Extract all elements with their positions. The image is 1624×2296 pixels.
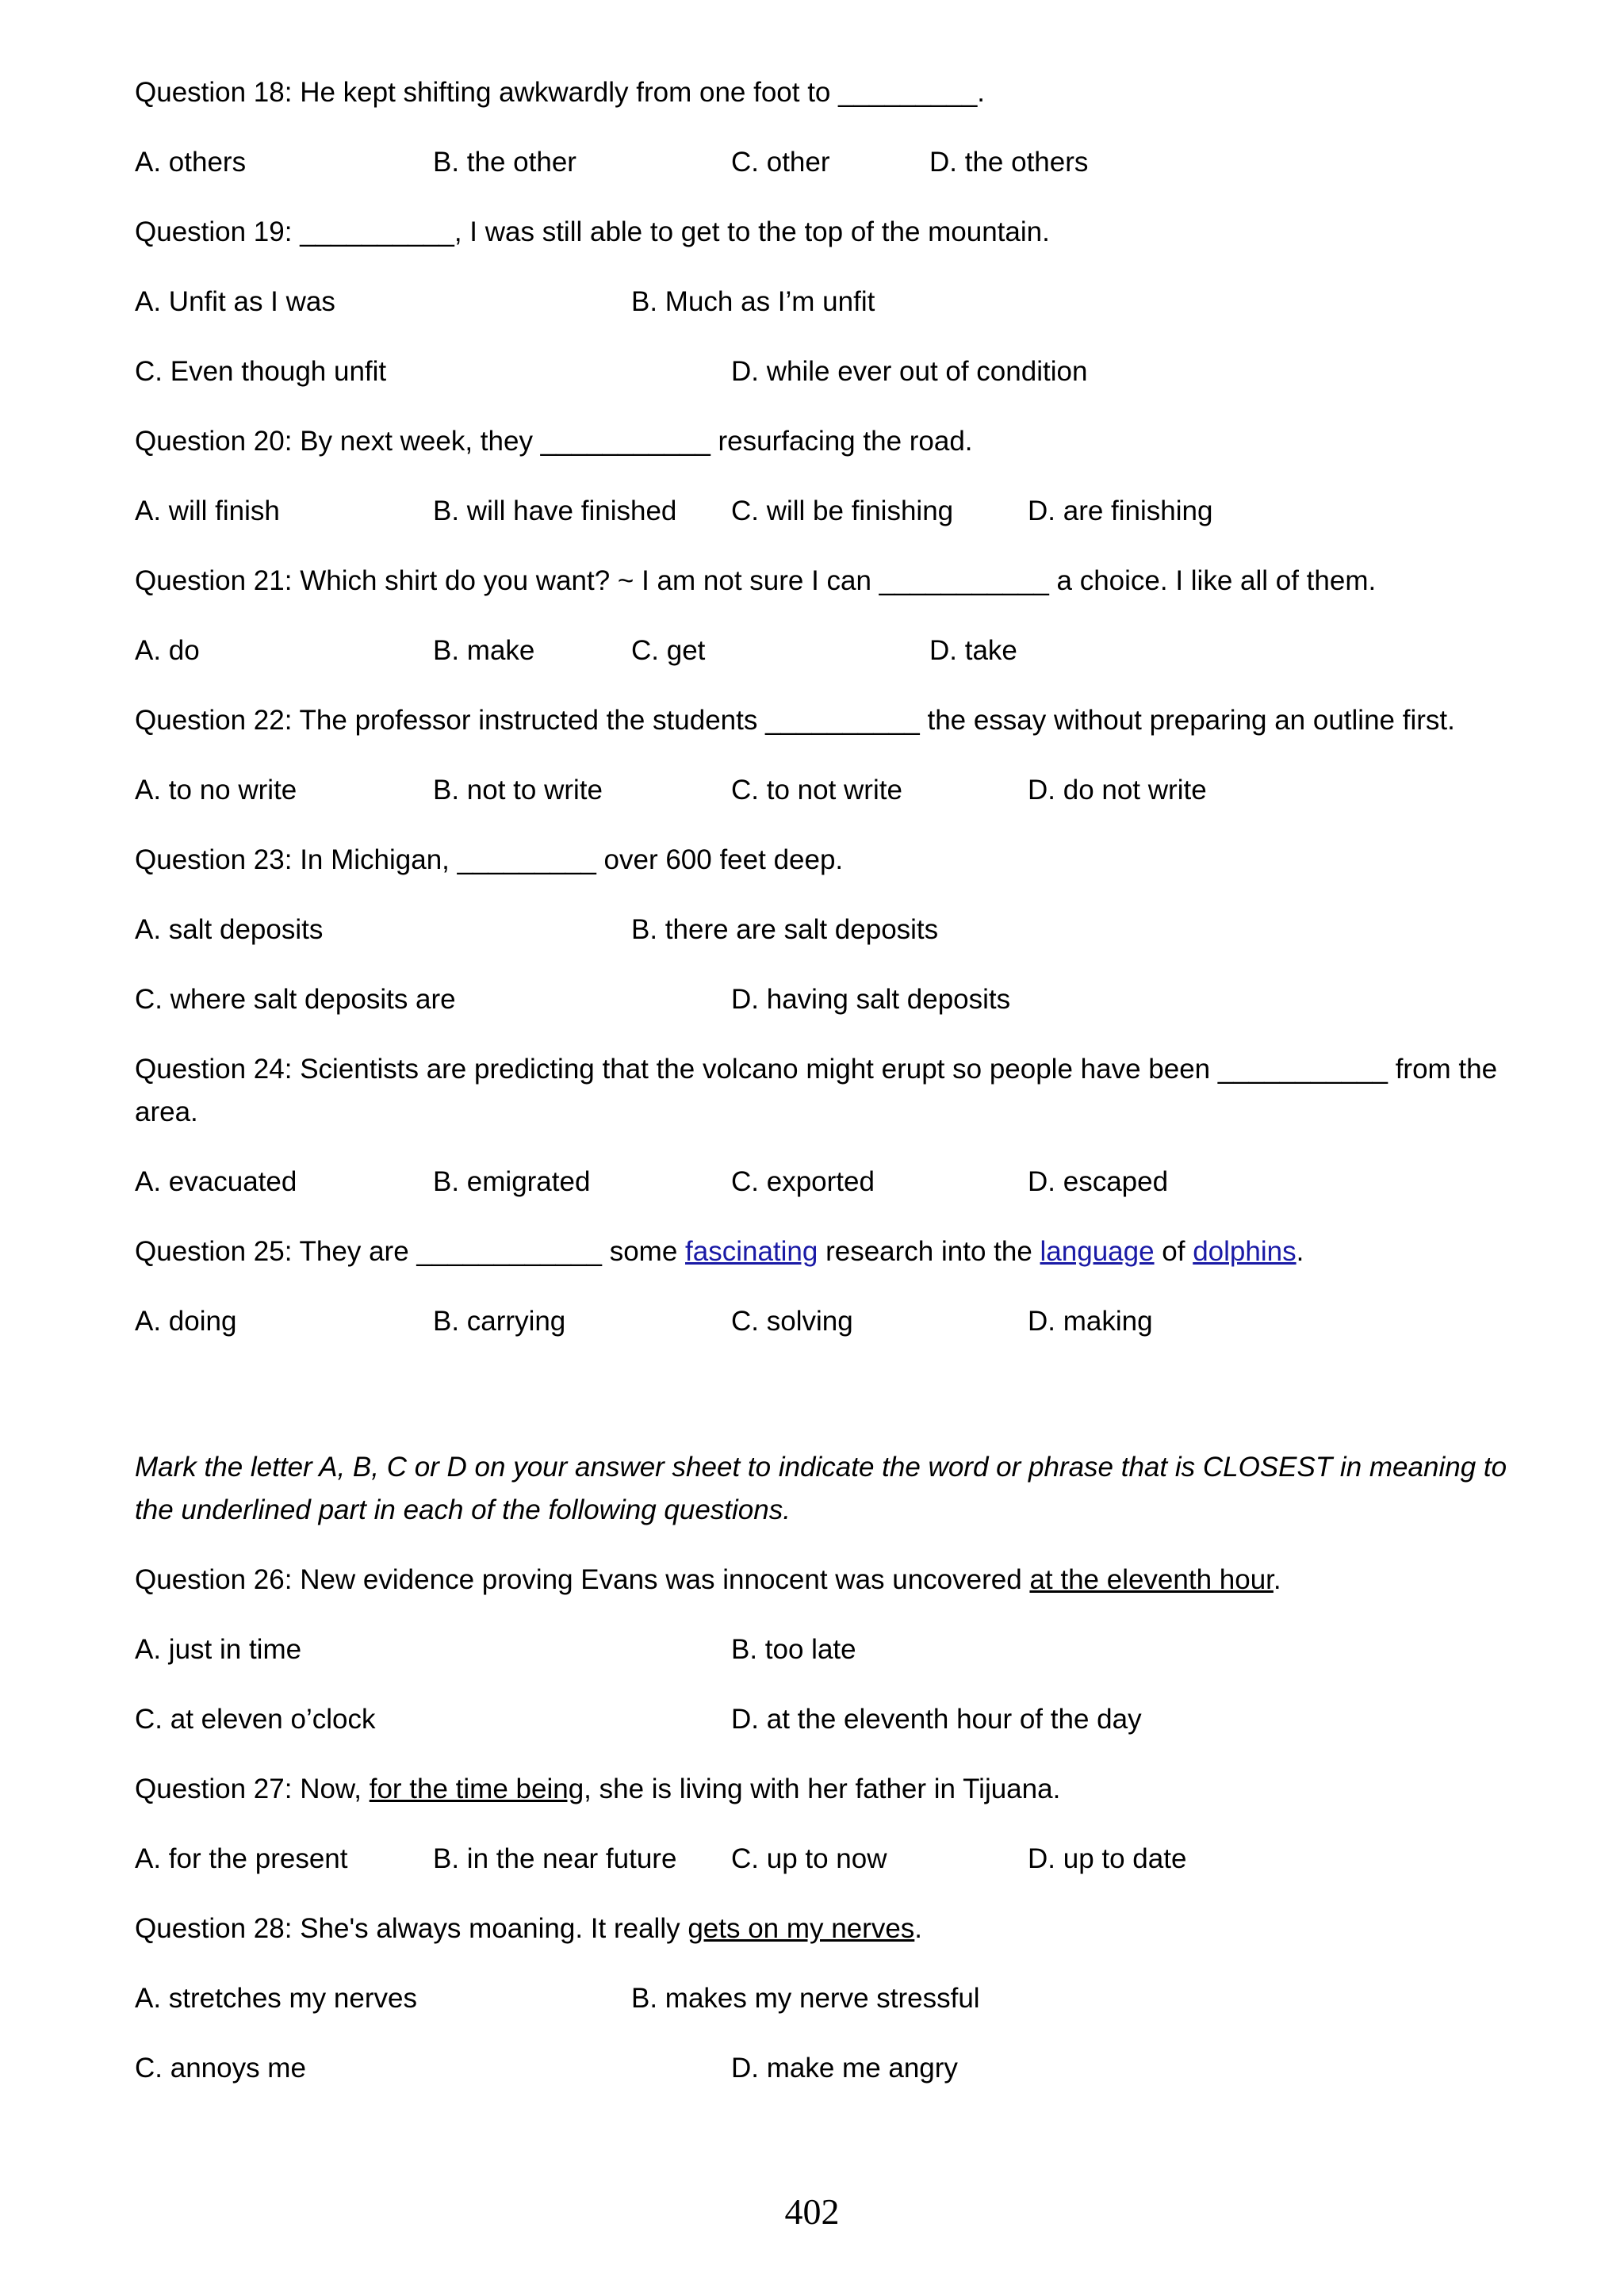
question-20-option-c: C. will be finishing — [731, 496, 954, 526]
question-26-text — [135, 1559, 1281, 1601]
page-number: 402 — [784, 2191, 840, 2232]
question-25-option-b: B. carrying — [433, 1306, 566, 1337]
question-20-option-b: B. will have finished — [433, 496, 677, 526]
question-27-text — [135, 1768, 1060, 1811]
question-28-underlined: gets on my nerves — [688, 1913, 915, 1944]
question-26-option-b: B. too late — [731, 1634, 856, 1665]
question-22-text: Question 22: The professor instructed the students __________ the essay without preparing an outline first. — [135, 705, 1455, 736]
question-27-suffix: , she is living with her father in Tijuana. — [584, 1774, 1061, 1804]
question-27-underlined: for the time being — [369, 1774, 584, 1804]
question-23-option-b: B. there are salt deposits — [631, 914, 939, 945]
question-22-option-d: D. do not write — [1028, 775, 1207, 806]
question-27-option-b: B. in the near future — [433, 1843, 677, 1874]
question-27-option-c: C. up to now — [731, 1843, 887, 1874]
question-24-option-c: C. exported — [731, 1166, 875, 1197]
question-19-option-d: D. while ever out of condition — [731, 356, 1088, 387]
question-26-option-a: A. just in time — [135, 1634, 302, 1665]
question-28-suffix: . — [914, 1913, 923, 1944]
question-23-option-a: A. salt deposits — [135, 914, 324, 945]
question-28-option-b: B. makes my nerve stressful — [631, 1983, 980, 2014]
question-26-option-d: D. at the eleventh hour of the day — [731, 1704, 1142, 1735]
question-18-option-c: C. other — [731, 147, 830, 178]
question-18-option-a: A. others — [135, 147, 247, 178]
question-21-option-d: D. take — [929, 635, 1017, 666]
question-28-option-a: A. stretches my nerves — [135, 1983, 417, 2014]
question-22-option-a: A. to no write — [135, 775, 297, 806]
question-25-option-d: D. making — [1028, 1306, 1153, 1337]
question-25-mid-1: research into the — [818, 1236, 1040, 1267]
question-21-option-a: A. do — [135, 635, 200, 666]
question-23-option-d: D. having salt deposits — [731, 984, 1011, 1015]
question-18-option-d: D. the others — [929, 147, 1089, 178]
question-26-prefix: Question 26: New evidence proving Evans was innocent was uncovered — [135, 1564, 1030, 1595]
question-22-option-b: B. not to write — [433, 775, 603, 806]
question-25-option-a: A. doing — [135, 1306, 237, 1337]
question-25-prefix: Question 25: They are ____________ some — [135, 1236, 686, 1267]
section-instruction: Mark the letter A, B, C or D on your answer sheet to indicate the word or phrase that is CLOSEST in meaning to the underlined part in each of the following questions. — [135, 1452, 1507, 1525]
question-21-option-c: C. get — [631, 635, 706, 666]
link-fascinating[interactable]: fascinating — [685, 1236, 818, 1267]
question-24-option-a: A. evacuated — [135, 1166, 297, 1197]
question-19-option-c: C. Even though unfit — [135, 356, 387, 387]
question-26-suffix: . — [1273, 1564, 1281, 1595]
question-20-option-a: A. will finish — [135, 496, 280, 526]
question-21-option-b: B. make — [433, 635, 535, 666]
question-19-option-a: A. Unfit as I was — [135, 286, 335, 317]
question-27-prefix: Question 27: Now, — [135, 1774, 370, 1804]
question-28-text — [135, 1908, 922, 1950]
question-28-prefix: Question 28: She's always moaning. It really — [135, 1913, 688, 1944]
question-24-option-b: B. emigrated — [433, 1166, 591, 1197]
question-24-text: Question 24: Scientists are predicting that the volcano might erupt so people have been ___________ from the area. — [135, 1054, 1498, 1127]
question-25-mid-2: of — [1154, 1236, 1193, 1267]
question-27-option-a: A. for the present — [135, 1843, 348, 1874]
question-23-text: Question 23: In Michigan, _________ over 600 feet deep. — [135, 844, 844, 875]
question-28-option-d: D. make me angry — [731, 2053, 958, 2084]
question-25-suffix: . — [1296, 1236, 1304, 1267]
question-19-option-b: B. Much as I’m unfit — [631, 286, 875, 317]
question-21-text: Question 21: Which shirt do you want? ~ I am not sure I can ___________ a choice. I like all of them. — [135, 565, 1377, 596]
question-23-option-c: C. where salt deposits are — [135, 984, 456, 1015]
question-18-text: Question 18: He kept shifting awkwardly from one foot to _________. — [135, 77, 986, 108]
question-24-option-d: D. escaped — [1028, 1166, 1169, 1197]
link-language[interactable]: language — [1040, 1236, 1155, 1267]
question-20-text: Question 20: By next week, they ___________ resurfacing the road. — [135, 426, 973, 457]
question-20-option-d: D. are finishing — [1028, 496, 1213, 526]
question-28-option-c: C. annoys me — [135, 2053, 306, 2084]
question-22-option-c: C. to not write — [731, 775, 902, 806]
question-19-text: Question 19: __________, I was still able to get to the top of the mountain. — [135, 216, 1050, 247]
question-18-option-b: B. the other — [433, 147, 576, 178]
question-25-text — [135, 1230, 1304, 1273]
question-26-underlined: at the eleventh hour — [1029, 1564, 1274, 1595]
question-25-option-c: C. solving — [731, 1306, 853, 1337]
link-dolphins[interactable]: dolphins — [1193, 1236, 1297, 1267]
question-26-option-c: C. at eleven o’clock — [135, 1704, 376, 1735]
question-27-option-d: D. up to date — [1028, 1843, 1187, 1874]
